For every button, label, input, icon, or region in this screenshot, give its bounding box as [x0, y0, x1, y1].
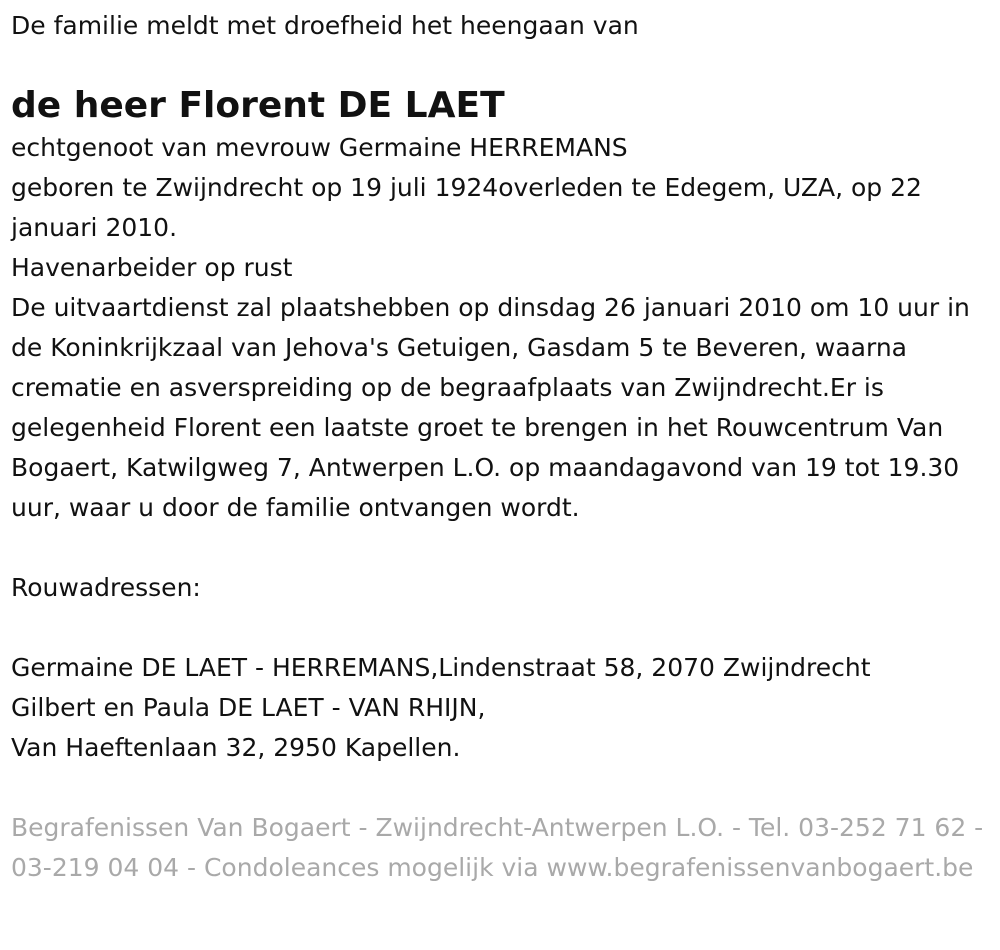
spacer [11, 608, 991, 648]
address-line: Van Haeftenlaan 32, 2950 Kapellen. [11, 733, 461, 762]
addresses-heading: Rouwadressen: [11, 573, 201, 602]
intro-text: De familie meldt met droefheid het heengaan van [11, 11, 639, 40]
address-line: Germaine DE LAET - HERREMANS,Lindenstraat 58, 2070 Zwijndrecht [11, 653, 871, 682]
deceased-name: de heer Florent DE LAET [11, 85, 505, 126]
occupation-text: Havenarbeider op rust [11, 253, 293, 282]
funeral-service-text: De uitvaartdienst zal plaatshebben op dinsdag 26 januari 2010 om 10 uur in de Koninkrijkzaal van Jehova's Getuigen, Gasdam 5 te Beveren, waarna crematie en asverspreiding op de begraafplaats van Zwijndrecht.Er is gelegenheid Florent een laatste groet te brengen in het Rouwcentrum Van Bogaert, Katwilgweg 7, Antwerpen L.O. op maandagavond van 19 tot 19.30 uur, waar u door de familie ontvangen wordt. [11, 293, 970, 522]
address-line: Gilbert en Paula DE LAET - VAN RHIJN, [11, 693, 486, 722]
address-list [11, 648, 991, 768]
spacer [11, 528, 991, 568]
funeral-home-footer: Begrafenissen Van Bogaert - Zwijndrecht-Antwerpen L.O. - Tel. 03-252 71 62 - 03-219 04 04 - Condoleances mogelijk via www.begrafenissenvanbogaert.be [11, 813, 984, 882]
obituary-notice [11, 6, 991, 888]
birth-death-text: geboren te Zwijndrecht op 19 juli 1924overleden te Edegem, UZA, op 22 januari 2010. [11, 173, 922, 242]
spouse-text: echtgenoot van mevrouw Germaine HERREMANS [11, 133, 628, 162]
